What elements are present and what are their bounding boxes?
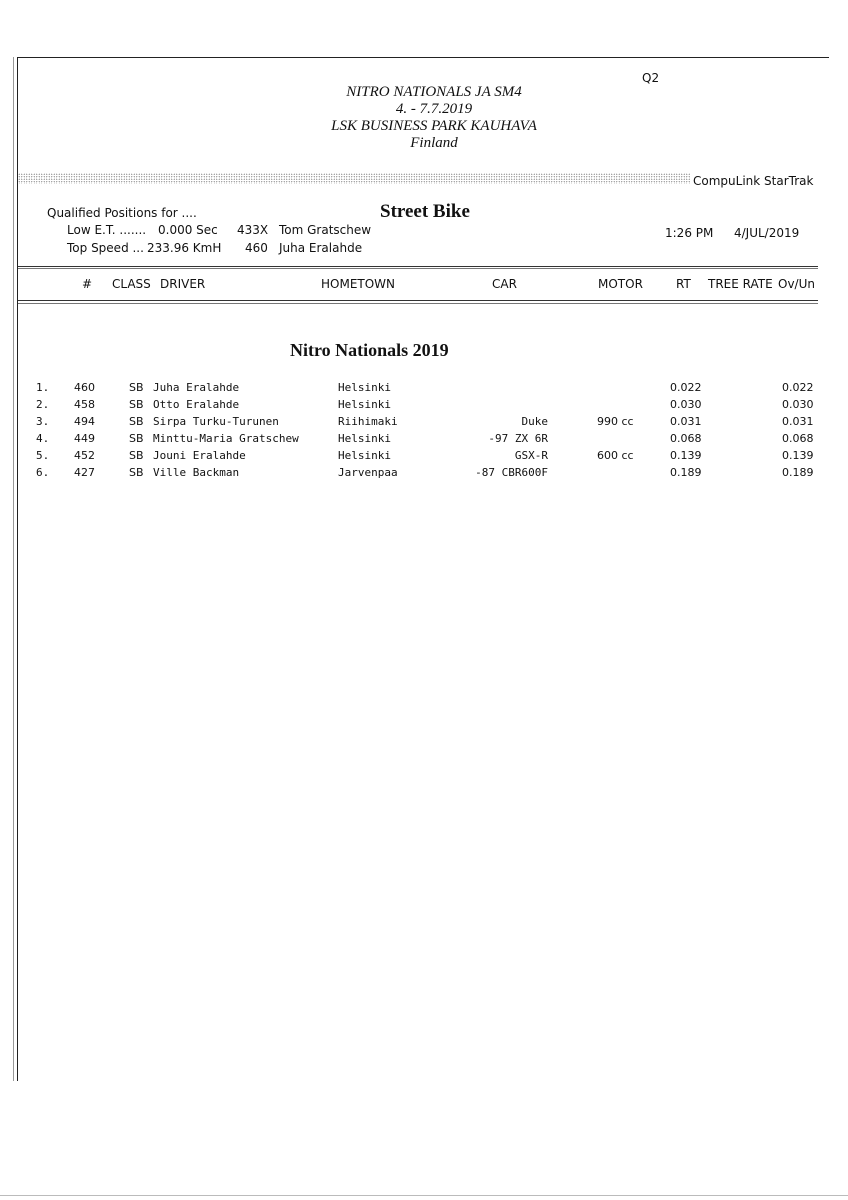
row-ov-un: 0.139 xyxy=(782,449,814,462)
row-position: 2. xyxy=(36,398,50,411)
qualifier-label: Q2 xyxy=(642,71,660,85)
row-ov-un: 0.022 xyxy=(782,381,814,394)
row-driver: Juha Eralahde xyxy=(153,381,240,394)
row-class: SB xyxy=(129,398,144,411)
row-class: SB xyxy=(129,432,144,445)
row-hometown: Helsinki xyxy=(338,381,391,394)
row-class: SB xyxy=(129,466,144,479)
software-label: CompuLink StarTrak xyxy=(693,174,814,188)
header-rule-bottom xyxy=(18,300,818,301)
row-car: -97 ZX 6R xyxy=(488,432,548,445)
table-row xyxy=(0,398,848,413)
low-et-label: Low E.T. ....... xyxy=(67,223,147,237)
row-car: Duke xyxy=(521,415,548,428)
row-ov-un: 0.189 xyxy=(782,466,814,479)
header-rule-bottom-2 xyxy=(18,303,818,304)
row-motor: 990 cc xyxy=(597,415,634,428)
row-position: 1. xyxy=(36,381,50,394)
category-title: Street Bike xyxy=(380,201,470,222)
row-hometown: Helsinki xyxy=(338,432,391,445)
low-et-number: 433X xyxy=(237,223,269,237)
row-rt: 0.068 xyxy=(670,432,702,445)
row-rt: 0.022 xyxy=(670,381,702,394)
table-row xyxy=(0,415,848,430)
table-row xyxy=(0,432,848,447)
row-position: 5. xyxy=(36,449,50,462)
report-time: 1:26 PM xyxy=(665,226,714,240)
col-rt: RT xyxy=(676,277,691,291)
row-rt: 0.189 xyxy=(670,466,702,479)
row-motor: 600 cc xyxy=(597,449,634,462)
col-tree-rate: TREE RATE xyxy=(708,277,773,291)
col-driver: DRIVER xyxy=(160,277,206,291)
col-number: # xyxy=(82,277,93,291)
header-rule-top-2 xyxy=(18,268,818,269)
row-hometown: Helsinki xyxy=(338,398,391,411)
col-motor: MOTOR xyxy=(598,277,643,291)
row-position: 6. xyxy=(36,466,50,479)
col-class: CLASS xyxy=(112,277,151,291)
row-car: -87 CBR600F xyxy=(475,466,548,479)
row-class: SB xyxy=(129,415,144,428)
row-class: SB xyxy=(129,449,144,462)
col-car: CAR xyxy=(492,277,517,291)
low-et-value: 0.000 Sec xyxy=(158,223,218,237)
row-ov-un: 0.031 xyxy=(782,415,814,428)
col-ov-un: Ov/Un xyxy=(778,277,815,291)
table-row xyxy=(0,466,848,481)
row-ov-un: 0.068 xyxy=(782,432,814,445)
event-title: Nitro Nationals 2019 xyxy=(290,340,449,360)
row-position: 4. xyxy=(36,432,50,445)
dotted-separator xyxy=(18,173,690,184)
low-et-driver: Tom Gratschew xyxy=(279,223,372,237)
report-date: 4/JUL/2019 xyxy=(734,226,800,240)
row-number: 452 xyxy=(74,449,95,462)
page-bottom-edge xyxy=(0,1195,848,1196)
row-ov-un: 0.030 xyxy=(782,398,814,411)
row-rt: 0.031 xyxy=(670,415,702,428)
page-frame-left-outer xyxy=(13,57,14,1081)
table-row xyxy=(0,449,848,464)
top-speed-number: 460 xyxy=(245,241,268,255)
row-number: 458 xyxy=(74,398,95,411)
top-speed-label: Top Speed ... xyxy=(67,241,144,255)
page-frame-top xyxy=(17,57,829,58)
event-dates: 4. - 7.7.2019 xyxy=(395,101,473,117)
row-driver: Minttu-Maria Gratschew xyxy=(153,432,299,445)
row-hometown: Helsinki xyxy=(338,449,391,462)
row-rt: 0.030 xyxy=(670,398,702,411)
row-driver: Jouni Eralahde xyxy=(153,449,246,462)
row-driver: Ville Backman xyxy=(153,466,240,479)
event-country: Finland xyxy=(410,135,458,151)
row-position: 3. xyxy=(36,415,50,428)
page-frame-left xyxy=(17,57,18,1081)
row-class: SB xyxy=(129,381,144,394)
row-number: 460 xyxy=(74,381,95,394)
row-number: 427 xyxy=(74,466,95,479)
row-car: GSX-R xyxy=(514,449,548,462)
row-rt: 0.139 xyxy=(670,449,702,462)
event-name: NITRO NATIONALS JA SM4 xyxy=(346,84,522,100)
row-hometown: Riihimaki xyxy=(338,415,398,428)
row-driver: Otto Eralahde xyxy=(153,398,240,411)
row-hometown: Jarvenpaa xyxy=(338,466,398,479)
event-venue: LSK BUSINESS PARK KAUHAVA xyxy=(331,118,537,134)
row-driver: Sirpa Turku-Turunen xyxy=(153,415,279,428)
qualified-positions-label: Qualified Positions for .... xyxy=(47,206,197,220)
col-hometown: HOMETOWN xyxy=(321,277,396,291)
top-speed-value: 233.96 KmH xyxy=(147,241,222,255)
header-rule-top xyxy=(18,266,818,267)
table-row xyxy=(0,381,848,396)
row-number: 449 xyxy=(74,432,95,445)
row-number: 494 xyxy=(74,415,95,428)
top-speed-driver: Juha Eralahde xyxy=(279,241,363,255)
